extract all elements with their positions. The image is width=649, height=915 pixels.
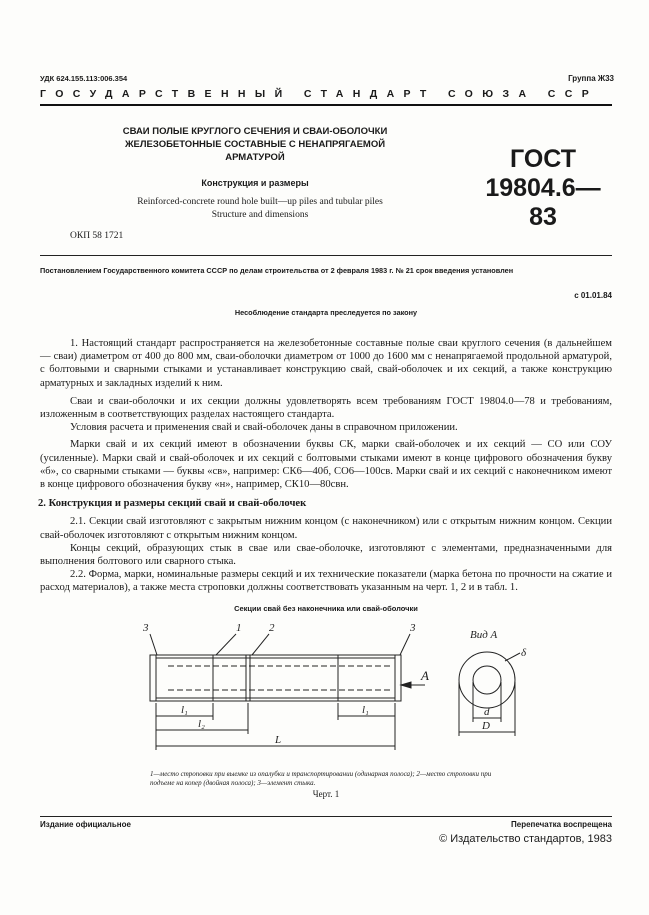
paragraph-2-1: 2.1. Секции свай изготовляют с закрытым нижним концом (с наконечником) или с открытым нижним концом. Секции свай-оболочек изготовляют с открытым нижним концом. [40,516,612,541]
label-A: А [421,668,429,683]
figure-caption: 1—место строповки при выемке из опалубки и транспортировании (одинарная полоса); 2—место строповки при подъеме на копер (двойная полоса); 3—элемент стыка. [150,770,492,787]
joint-element-left [150,655,156,701]
gost-designation: ГОСТ 19804.6—83 [485,145,601,231]
section-2-heading: 2. Конструкция и размеры секций свай и свай-оболочек [38,498,307,510]
label-D: D [482,720,490,732]
paragraph-4: Марки свай и их секций имеют в обозначении буквы СК, марки свай-оболочек и их секций — СО или СОУ (усиленные). Марки свай и свай-оболочек и их секций с болтовыми стыками имеют в конце цифрового обозначения букву «б», со сварными стыками — буквы «св», например: СК6—40б, СО6—100св. Марки свай и их секций с наконечником имеют в конце цифрового обозначения букву «н», например, СК10—80свн. [40,439,612,491]
label-1: 1 [236,622,242,634]
paragraph-3: Условия расчета и применения свай и свай-оболочек даны в справочном приложении. [70,422,458,434]
joint-element-right [395,655,401,701]
footer-rule [40,816,612,817]
title-rule [40,255,612,256]
copyright: © Издательство стандартов, 1983 [439,833,612,845]
subtitle: Конструкция и размеры [201,178,309,188]
title-en: Reinforced-concrete round hole built—up piles and tubular piles Structure and dimensions [137,197,383,220]
header-rule [40,104,612,106]
pile-drawing [0,618,649,768]
view-a-inner-circle [473,666,501,694]
okp-code: ОКП 58 1721 [70,231,124,241]
view-a-label: Вид А [470,629,498,641]
label-l1-right: l₁ [362,704,369,716]
udk-code: УДК 624.155.113:006.354 [40,74,128,83]
legal-warning: Несоблюдение стандарта преследуется по закону [234,308,418,317]
label-L: L [275,734,282,746]
official-edition: Издание официальное [40,820,131,829]
paragraph-2-1b: Концы секций, образующих стык в свае или свае-оболочке, изготовляют с элементами, предназначенными для выполнения болтового или сварного стыка. [40,542,612,568]
effective-date: с 01.01.84 [574,291,612,300]
title-ru: СВАИ ПОЛЫЕ КРУГЛОГО СЕЧЕНИЯ И СВАИ-ОБОЛОЧКИ ЖЕЛЕЗОБЕТОННЫЕ СОСТАВНЫЕ С НЕНАПРЯГАЕМОЙ АРМАТУРОЙ [122,126,388,163]
chart-label: Черт. 1 [312,789,340,799]
paragraph-1: 1. Настоящий стандарт распространяется на железобетонные составные полые сваи круглого сечения (в дальнейшем — сваи) диаметром от 400 до 800 мм, сваи-оболочки диаметром от 1000 до 1600 мм с ненапрягаемой продольной арматурой, с болтовыми и сварными стыками и устанавливает конструкцию свай, свай-оболочек и их секций, а также конструкцию арматурных и закладных изделий к ним. [40,338,612,389]
label-d: d [484,706,490,718]
view-arrow-icon [401,682,411,688]
paragraph-2-2: 2.2. Форма, марки, номинальные размеры секций и их технические показатели (марка бетона по прочности на сжатие и расход материалов), а также места строповки должны соответствовать указанным на черт. 1, 2 и в табл. 1. [40,569,612,594]
label-2: 2 [269,622,275,634]
label-delta: δ [521,647,527,659]
label-l1-left: l₁ [181,704,188,716]
body-text [40,337,612,595]
figure-title: Секции свай без наконечника или свай-оболочки [234,604,418,613]
pile-section-outline [156,655,395,701]
label-3-left: 3 [143,622,149,634]
label-l2: l₂ [198,718,205,730]
state-standard-banner: ГОСУДАРСТВЕННЫЙ СТАНДАРТ СОЮЗА ССР [40,88,599,100]
reprint-notice: Перепечатка воспрещена [511,820,612,829]
paragraph-2: Сваи и сваи-оболочки и их секции должны удовлетворять всем требованиям ГОСТ 19804.0—78 и требованиям, изложенным в соответствующих разделах настоящего стандарта. [40,395,612,421]
decree-text: Постановлением Государственного комитета СССР по делам строительства от 2 февраля 1983 г. № 21 срок введения установлен [40,266,514,275]
label-3-right: 3 [410,622,416,634]
group-code: Группа Ж33 [568,74,614,83]
